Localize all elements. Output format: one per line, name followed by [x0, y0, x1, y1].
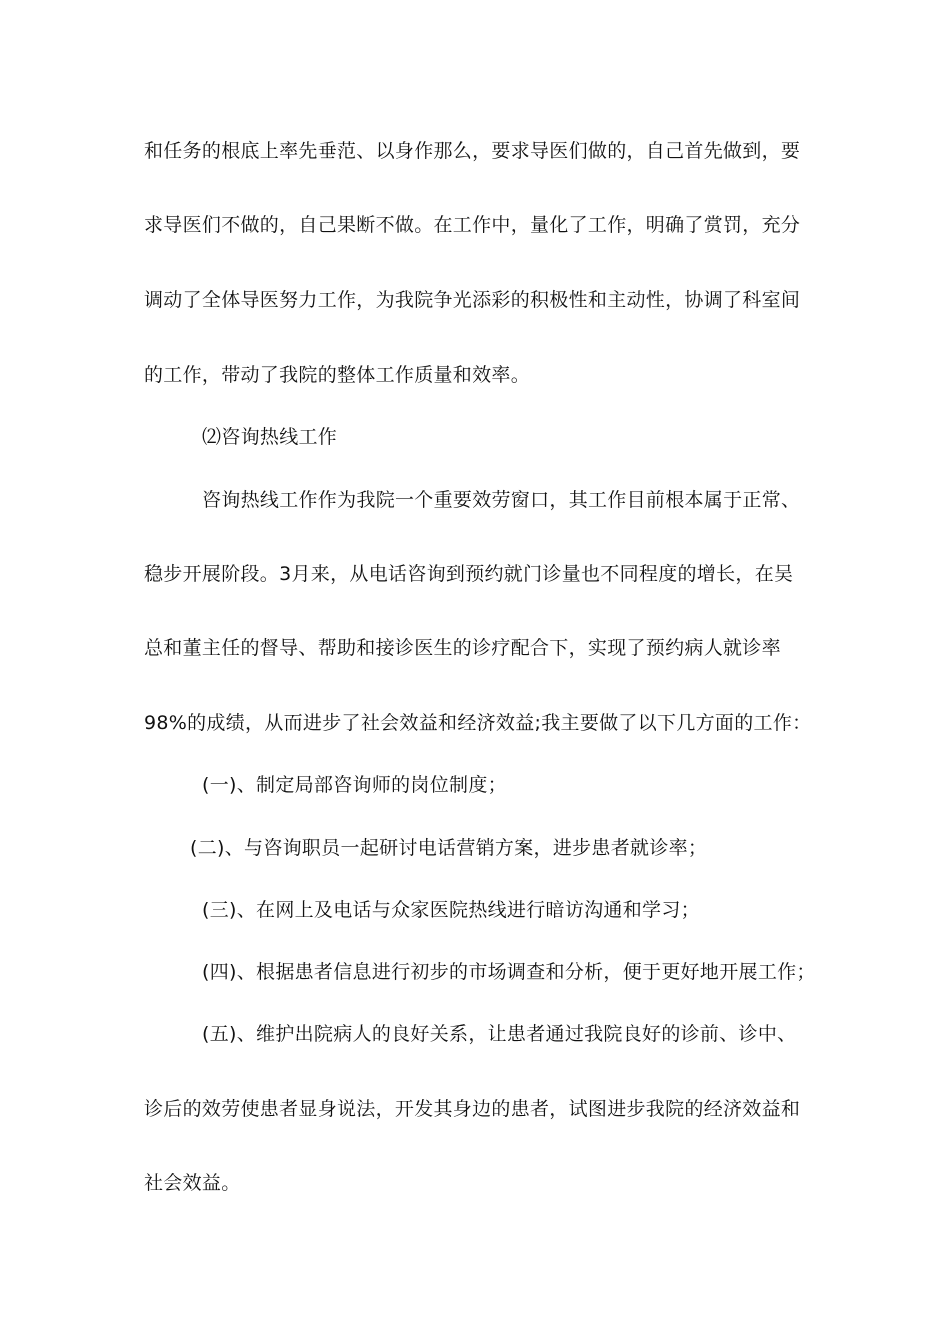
paragraph-line-1: 和任务的根底上率先垂范、以身作那么，要求导医们做的，自己首先做到，要 — [144, 140, 801, 162]
list-item-2: (二)、与咨询职员一起研讨电话营销方案，进步患者就诊率； — [190, 837, 708, 859]
paragraph-line-7: 总和董主任的督导、帮助和接诊医生的诊疗配合下，实现了预约病人就诊率 — [144, 637, 781, 659]
paragraph-line-3: 调动了全体导医努力工作，为我院争光添彩的积极性和主动性，协调了科室间 — [144, 289, 801, 311]
list-item-4: (四)、根据患者信息进行初步的市场调查和分析，便于更好地开展工作； — [202, 961, 816, 983]
paragraph-line-9: 诊后的效劳使患者显身说法，开发其身边的患者，试图进步我院的经济效益和 — [144, 1098, 801, 1120]
paragraph-line-2: 求导医们不做的，自己果断不做。在工作中，量化了工作，明确了赏罚，充分 — [144, 214, 801, 236]
paragraph-line-8: 98%的成绩，从而进步了社会效益和经济效益;我主要做了以下几方面的工作： — [144, 712, 812, 734]
section-heading: ⑵咨询热线工作 — [202, 426, 338, 448]
list-item-3: (三)、在网上及电话与众家医院热线进行暗访沟通和学习； — [202, 899, 700, 921]
paragraph-line-10: 社会效益。 — [144, 1172, 241, 1194]
paragraph-line-5: 咨询热线工作作为我院一个重要效劳窗口，其工作目前根本属于正常、 — [202, 489, 801, 511]
list-item-5: (五)、维护出院病人的良好关系，让患者通过我院良好的诊前、诊中、 — [202, 1023, 797, 1045]
list-item-1: (一)、制定局部咨询师的岗位制度； — [202, 774, 507, 796]
paragraph-line-4: 的工作，带动了我院的整体工作质量和效率。 — [144, 364, 531, 386]
paragraph-line-6: 稳步开展阶段。3月来，从电话咨询到预约就门诊量也不同程度的增长，在吴 — [144, 563, 794, 585]
